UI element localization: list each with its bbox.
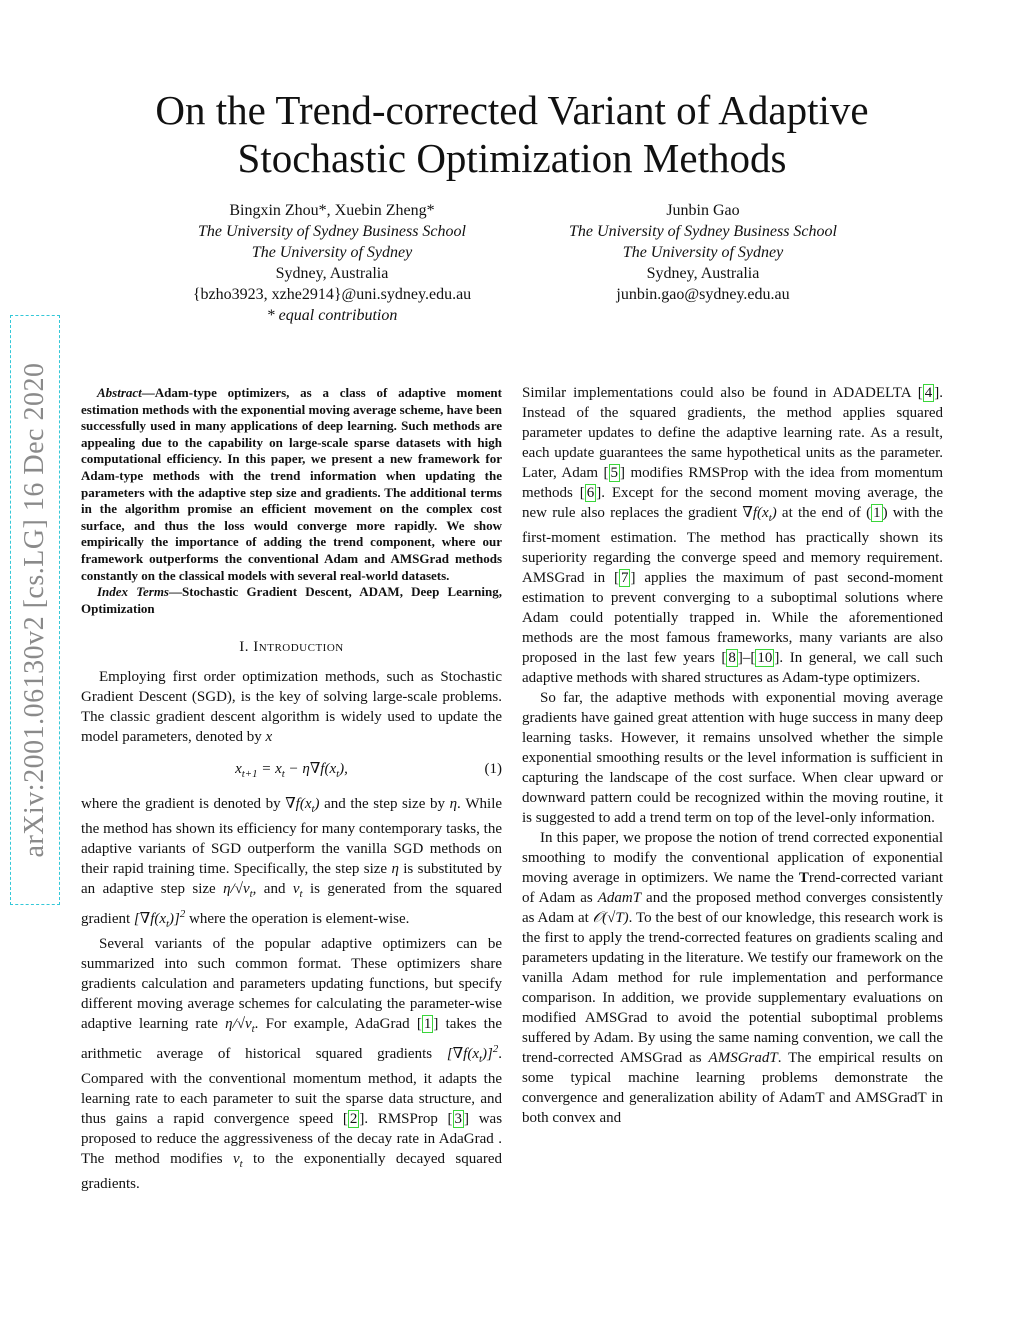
author-note: * equal contribution <box>266 307 398 324</box>
math-expr: $v_t$ <box>232 1151 243 1171</box>
paragraph-3 <box>81 934 502 1194</box>
citation-link[interactable]: 1 <box>423 1016 432 1033</box>
paragraph-1 <box>81 667 502 747</box>
text-run: to the exponentially decayed squared gradients. <box>81 1151 503 1193</box>
equation-ref[interactable]: ( 1 ) <box>866 505 888 521</box>
text-run: . The empirical results on some typical machine learning problems demonstrate the convergence and generalization ability of AdamT and AMSGradT in both convex and <box>522 1050 943 1126</box>
index-terms-label: Index Terms <box>97 584 169 600</box>
citation-range[interactable]: [ 8 ]–[ 10 ] <box>721 650 780 666</box>
equation-body: $x_{t+1} = x_t - \eta\nabla f(x_t)$, <box>235 761 348 781</box>
text-run: applies the maximum of past second-moment estimation to prevent converging to a suboptimal solutions where Adam could potentially trapped in. While the aforementioned methods are the most famous frameworks, many variants are also proposed in the last few years <box>522 570 944 666</box>
citation[interactable]: [ 4 ] <box>917 385 940 401</box>
text-run: Similar implementations could also be found in ADADELTA <box>522 385 911 401</box>
section-title: Introduction <box>253 639 344 656</box>
citation[interactable]: [ 2 ] <box>342 1111 365 1128</box>
text-run: where the gradient is denoted by <box>81 796 281 813</box>
citation[interactable]: [ 6 ] <box>579 485 602 501</box>
text-run: . In general, we call such adaptive methods with shared structures as Adam-type optimizers. <box>522 650 943 686</box>
citation-link[interactable]: 4 <box>924 385 933 401</box>
text-run: is generated from the squared gradient <box>81 881 503 928</box>
equation-1 <box>81 759 502 784</box>
citation-dash: – <box>742 650 751 666</box>
citation-link[interactable]: 2 <box>349 1111 358 1128</box>
math-expr: $[\nabla f(x_t)]^2$ <box>446 1043 499 1066</box>
text-run: and the step size by <box>324 796 445 813</box>
author-email: {bzho3923, xzhe2914}@uni.sydney.edu.au <box>192 286 472 303</box>
citation-link[interactable]: 3 <box>454 1111 463 1128</box>
method-name: AMSGradT <box>708 1050 778 1066</box>
author-affiliation: The University of Sydney <box>251 244 413 261</box>
text-run: and the proposed method converges consistently as Adam at <box>522 890 944 926</box>
author-location: Sydney, Australia <box>646 265 760 282</box>
abstract-label: Abstract <box>97 385 142 400</box>
text-run: . To the best of our knowledge, this research work is the first to apply the trend-corrected features on gradients scaling and parameters updating in the literature. We testify our framework on the vanilla Adam method for rule implementation and performance comparison. In addition, we provide supplementary evaluations on modified AMSGrad to avoid the potential suboptimal problems suffered by Adam. By using the same naming convention, we call the trend-corrected AMSGrad as <box>522 910 944 1066</box>
citation-link[interactable]: 7 <box>620 570 629 586</box>
text-run: at the end of <box>781 505 861 521</box>
text-run: rend-corrected variant of Adam as <box>522 870 943 906</box>
title-line-1: On the Trend-corrected Variant of Adaptive <box>155 87 869 133</box>
text-run: In this paper, we propose the notion of trend corrected exponential smoothing to modify the conventional application of exponential moving average in optimizers. We name the <box>522 830 943 886</box>
citation[interactable]: [ 7 ] <box>613 570 636 586</box>
section-number: I. <box>239 639 254 656</box>
paragraph-2 <box>81 794 502 934</box>
citation-link[interactable]: 10 <box>757 650 773 666</box>
text-run: and <box>263 881 286 898</box>
right-column <box>522 383 943 1128</box>
author-block-2 <box>483 200 923 305</box>
author-affiliation: The University of Sydney Business School <box>198 223 466 240</box>
text-run: is substituted by an adaptive step size <box>81 861 502 898</box>
math-expr: η <box>391 861 399 878</box>
text-run: . Compared with the conventional momentum method, it adapts the learning rate to each parameter to suit the sparse data structure, and thus gains a rapid convergence speed <box>81 1046 502 1128</box>
text-run: . For example, AdaGrad <box>254 1016 410 1033</box>
section-heading <box>81 637 502 657</box>
text-run: with the first-moment estimation. The method has practically shown its superiority regarding the converge speed and memory requirement. AMSGrad in <box>522 505 944 586</box>
math-expr: $\eta/√v_t$, <box>223 881 257 901</box>
author-email: junbin.gao@sydney.edu.au <box>616 286 790 303</box>
arxiv-stamp <box>10 315 60 905</box>
left-column <box>81 385 502 1194</box>
text-run: where the operation is element-wise. <box>189 911 410 928</box>
text-run: . RMSProp <box>364 1111 438 1128</box>
math-expr: 𝒪(√T) <box>592 910 629 926</box>
math-var: x <box>265 729 273 746</box>
citation[interactable]: [ 3 ] <box>447 1111 470 1128</box>
bold-letter: T <box>798 870 809 886</box>
title-line-2: Stochastic Optimization Methods <box>237 135 787 181</box>
index-terms-text: —Stochastic Gradient Descent, ADAM, Deep Learning, Optimization <box>81 584 503 616</box>
paragraph-r3 <box>522 828 943 1128</box>
math-expr: $v_t$ <box>292 881 303 901</box>
author-affiliation: The University of Sydney Business School <box>569 223 837 240</box>
text-run: . Except for the second moment moving average, the new rule also replaces the gradient <box>522 485 944 521</box>
math-expr: η <box>449 796 458 813</box>
citation-link[interactable]: 8 <box>728 650 736 666</box>
author-location: Sydney, Australia <box>275 265 389 282</box>
citation[interactable]: [ 5 ] <box>603 465 625 481</box>
equation-number: (1) <box>484 761 502 778</box>
math-expr: $[\nabla f(x_t)]^2$ <box>133 908 186 931</box>
citation[interactable]: [ 1 ] <box>416 1016 439 1033</box>
paper-title <box>120 86 904 182</box>
citation-link[interactable]: 5 <box>610 465 618 481</box>
text-run: . Instead of the squared gradients, the method applies squared parameter updates to define the adaptive learning rate. As a result, each update guarantees the same hypothetical units as the parameter. Later, Adam <box>522 385 943 481</box>
text-run: Several variants of the popular adaptive optimizers can be summarized into such common format. These optimizers share gradients calculation and parameters updating functions, but specify different moving average schemes for calculating the parameter-wise adaptive learning rate <box>81 936 502 1033</box>
text-run: modifies RMSProp with the idea from momentum methods <box>522 465 944 501</box>
arxiv-id: arXiv:2001.06130v2 [cs.LG] 16 Dec 2020 <box>19 362 50 858</box>
math-expr: $\eta/√v_t$ <box>225 1016 255 1036</box>
math-expr: $\nabla f(x_t)$ <box>742 505 777 524</box>
text-run: Employing first order optimization methods, such as Stochastic Gradient Descent (SGD), is the key of solving large-scale problems. The classic gradient descent algorithm is widely used to update the model parameters, denoted by <box>81 669 502 746</box>
equation-ref-link[interactable]: 1 <box>873 505 881 521</box>
abstract-text: —Adam-type optimizers, as a class of adaptive moment estimation methods with the exponential moving average scheme, have been successfully used in many applications of deep learning. Such methods are appealing due to the capability on large-scale sparse datasets with high computational efficiency. In this paper, we present a new framework for Adam-type methods with the trend information when updating the parameters with the adaptive step size and gradients. The additional terms in the algorithm promise an efficient movement on the complex cost surface, and thus the loss would converge more rapidly. We show empirically the importance of adding the trend component, where our framework outperforms the conventional Adam and AMSGrad methods constantly on the classical models with several real-world datasets. <box>81 385 502 583</box>
author-affiliation: The University of Sydney <box>622 244 784 261</box>
abstract <box>81 385 502 617</box>
author-names: Junbin Gao <box>666 202 740 219</box>
author-names: Bingxin Zhou*, Xuebin Zheng* <box>229 202 435 219</box>
paragraph-r1 <box>522 383 943 688</box>
math-expr: $\nabla f(x_t)$ <box>285 796 320 816</box>
paragraph-r2: So far, the adaptive methods with exponential moving average gradients have gained great attention with huge success in many deep learning tasks. However, it remains unsolved whether the simple exponential smoothing results or the level information is sufficient in capturing the landscape of the cost surface. When clear upward or downward pattern could be recognized within the moving routine, it is suggested to add a trend term on top of the level-only information. <box>522 690 943 826</box>
method-name: AdamT <box>597 890 642 906</box>
text-run: was proposed to reduce the aggressiveness of the decay rate in AdaGrad . The method modifies <box>81 1111 503 1168</box>
text-run: takes the arithmetic average of historical squared gradients <box>81 1016 502 1063</box>
text-run: . While the method has shown its efficiency for many contemporary tasks, the adaptive variants of SGD outperform the vanilla SGD methods on their rapid training time. Specifically, the step size <box>81 796 503 878</box>
citation-link[interactable]: 6 <box>586 485 595 501</box>
